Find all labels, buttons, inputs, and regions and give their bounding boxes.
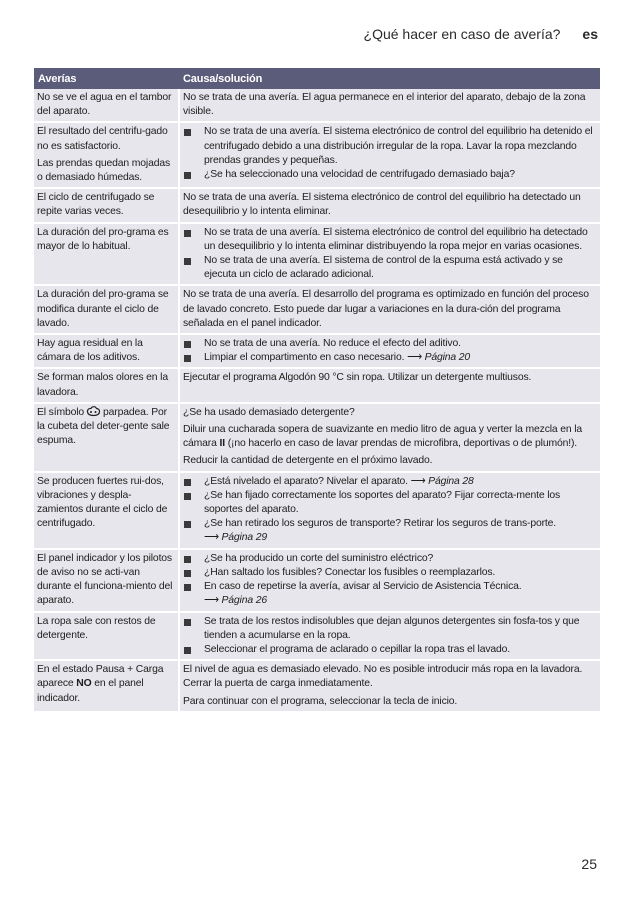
fault-cell: La duración del pro-grama es mayor de lo habitual. <box>34 223 179 286</box>
square-bullet-icon <box>184 172 191 179</box>
bullet-item <box>183 615 597 643</box>
square-bullet-icon <box>184 479 191 486</box>
solution-text: El nivel de agua es demasiado elevado. No es posible introducir más ropa en la lavadora. Cerrar la puerta de carga inmediatamente. <box>183 664 583 690</box>
bullet-text: No se trata de una avería. No reduce el efecto del aditivo. <box>204 338 461 350</box>
fault-cell: Hay agua residual en la cámara de los aditivos. <box>34 334 179 368</box>
fault-cell: Se producen fuertes rui-dos, vibraciones y despla-zamientos durante el ciclo de centrifugado. <box>34 472 179 549</box>
solution-text: Reducir la cantidad de detergente en el próximo lavado. <box>183 455 433 467</box>
table-row <box>34 188 600 222</box>
arrow-icon: ⟶ <box>407 352 422 364</box>
bullet-item <box>183 226 597 254</box>
bullet-text: En caso de repetirse la avería, avisar al Servicio de Asistencia Técnica. <box>204 581 522 593</box>
square-bullet-icon <box>184 556 191 563</box>
solution-cell <box>179 122 600 188</box>
arrow-icon: ⟶ <box>410 475 426 487</box>
page-reference-link[interactable]: Página 28 <box>428 475 474 487</box>
page-reference-link[interactable]: Página 26 <box>221 595 267 607</box>
bullet-text: ¿Está nivelado el aparato? Nivelar el aparato. <box>204 475 408 487</box>
square-bullet-icon <box>184 355 191 362</box>
fault-cell: En el estado Pausa + Carga aparece NO en el panel indicador. <box>34 660 179 712</box>
fault-cell <box>34 122 179 188</box>
table-row <box>34 122 600 188</box>
bullet-text: Seleccionar el programa de aclarado o cepillar la ropa tras el lavado. <box>204 643 511 655</box>
square-bullet-icon <box>184 647 191 654</box>
solution-cell <box>179 285 600 334</box>
solution-cell <box>179 223 600 286</box>
solution-text: No se trata de una avería. El sistema electrónico de control del equilibrio ha detectado un desequilibrio y lo intenta eliminar. <box>183 192 581 218</box>
bullet-item <box>183 475 597 489</box>
table-row <box>34 612 600 661</box>
square-bullet-icon <box>184 619 191 626</box>
fault-cell: La duración del pro-grama se modifica durante el ciclo de lavado. <box>34 285 179 334</box>
bullet-item <box>183 580 597 608</box>
bullet-item <box>183 125 597 168</box>
solution-text: Ejecutar el programa Algodón 90 °C sin ropa. Utilizar un detergente multiusos. <box>183 372 532 384</box>
bullet-text: No se trata de una avería. El sistema de control de la espuma está activado y se ejecuta un ciclo de aclarado adicional. <box>204 255 563 281</box>
solution-cell <box>179 188 600 222</box>
bullet-text: Limpiar el compartimento en caso necesario. <box>204 352 405 364</box>
page-reference-link[interactable]: Página 20 <box>424 352 471 364</box>
solution-text: ¿Se ha usado demasiado detergente? <box>183 406 355 418</box>
square-bullet-icon <box>184 570 191 577</box>
solution-cell <box>179 403 600 472</box>
table-header-row <box>34 68 600 89</box>
arrow-icon: ⟶ <box>204 532 219 544</box>
page-number: 25 <box>581 856 597 872</box>
table-row <box>34 660 600 712</box>
solution-text: No se trata de una avería. El agua permanece en el interior del aparato, debajo de la zona visible. <box>183 92 586 118</box>
solution-cell <box>179 368 600 402</box>
solution-cell <box>179 549 600 612</box>
square-bullet-icon <box>184 584 191 591</box>
fault-cell: No se ve el agua en el tambor del aparato. <box>34 89 179 122</box>
fault-text: El resultado del centrifu-gado no es satisfactorio. <box>37 126 168 152</box>
table-row <box>34 472 600 549</box>
table-row <box>34 403 600 472</box>
language-code: es <box>582 26 598 42</box>
fault-text: Las prendas quedan mojadas o demasiado húmedas. <box>37 157 171 184</box>
solution-cell <box>179 472 600 549</box>
page-reference-link[interactable]: Página 29 <box>221 532 267 544</box>
table-row <box>34 549 600 612</box>
bullet-text: ¿Han saltado los fusibles? Conectar los fusibles o reemplazarlos. <box>204 566 496 578</box>
solution-cell <box>179 89 600 122</box>
table-row <box>34 89 600 122</box>
column-header-faults: Averías <box>34 68 179 89</box>
bullet-text: ¿Se han retirado los seguros de transporte? Retirar los seguros de trans-porte. <box>204 518 557 530</box>
table-row <box>34 334 600 368</box>
page-header <box>364 26 598 42</box>
bullet-text: No se trata de una avería. El sistema electrónico de control del equilibrio ha detenido el centrifugado debido a una distribución irregular de la ropa. Lavar la ropa mezclando prendas grandes y pequeñas. <box>204 126 593 166</box>
arrow-icon: ⟶ <box>204 595 219 607</box>
bullet-item <box>183 517 597 545</box>
solution-text: Diluir una cucharada sopera de suavizante en medio litro de agua y verter la mezcla en la cámara II (¡no hacerlo en caso de lavar prendas de microfibra, deportivas o de plumón!). <box>183 424 583 450</box>
square-bullet-icon <box>184 341 191 348</box>
bullet-text: ¿Se ha seleccionado una velocidad de centrifugado demasiado baja? <box>204 169 515 181</box>
bullet-text: ¿Se han fijado correctamente los soportes del aparato? Fijar correcta-mente los soportes del aparato. <box>204 489 561 516</box>
solution-text: No se trata de una avería. El desarrollo del programa es optimizado en función del proceso de lavado concreto. Esto puede dar lugar a variaciones en la dura-ción del programa señalada en el panel indicador. <box>183 289 589 329</box>
bullet-item <box>183 552 597 566</box>
chamber-label: II <box>219 438 225 450</box>
solution-cell <box>179 334 600 368</box>
foam-icon <box>86 406 101 417</box>
fault-cell: El símbolo parpadea. Por la cubeta del deter-gente sale espuma. <box>34 403 179 472</box>
square-bullet-icon <box>184 129 191 136</box>
fault-cell: El ciclo de centrifugado se repite varias veces. <box>34 188 179 222</box>
square-bullet-icon <box>184 521 191 528</box>
section-title: ¿Qué hacer en caso de avería? <box>363 26 561 42</box>
solution-cell <box>179 612 600 661</box>
bullet-item <box>183 254 597 282</box>
bullet-item <box>183 566 597 580</box>
bullet-item <box>183 643 597 657</box>
bullet-item <box>183 168 597 182</box>
square-bullet-icon <box>184 493 191 500</box>
table-row <box>34 223 600 286</box>
fault-cell: El panel indicador y los pilotos de aviso no se acti-van durante el funciona-miento del aparato. <box>34 549 179 612</box>
troubleshooting-table <box>34 68 600 713</box>
fault-cell: Se forman malos olores en la lavadora. <box>34 368 179 402</box>
bullet-item <box>183 351 597 365</box>
solution-cell <box>179 660 600 712</box>
bullet-text: No se trata de una avería. El sistema electrónico de control del equilibrio ha detectado un desequilibrio y lo intenta eliminar distribuyendo la ropa mejor en varias ocasiones. <box>204 226 588 252</box>
display-code: NO <box>76 678 92 690</box>
table-row <box>34 285 600 334</box>
square-bullet-icon <box>184 258 191 265</box>
bullet-text: ¿Se ha producido un corte del suministro eléctrico? <box>204 552 434 564</box>
fault-cell: La ropa sale con restos de detergente. <box>34 612 179 661</box>
solution-text: Para continuar con el programa, seleccionar la tecla de inicio. <box>183 695 458 707</box>
table-row <box>34 368 600 402</box>
column-header-cause: Causa/solución <box>179 68 600 89</box>
bullet-text: Se trata de los restos indisolubles que dejan algunos detergentes sin fosfa-tos y que tienden a acumularse en la ropa. <box>204 615 580 641</box>
square-bullet-icon <box>184 230 191 237</box>
bullet-item <box>183 337 597 351</box>
bullet-item <box>183 489 597 517</box>
